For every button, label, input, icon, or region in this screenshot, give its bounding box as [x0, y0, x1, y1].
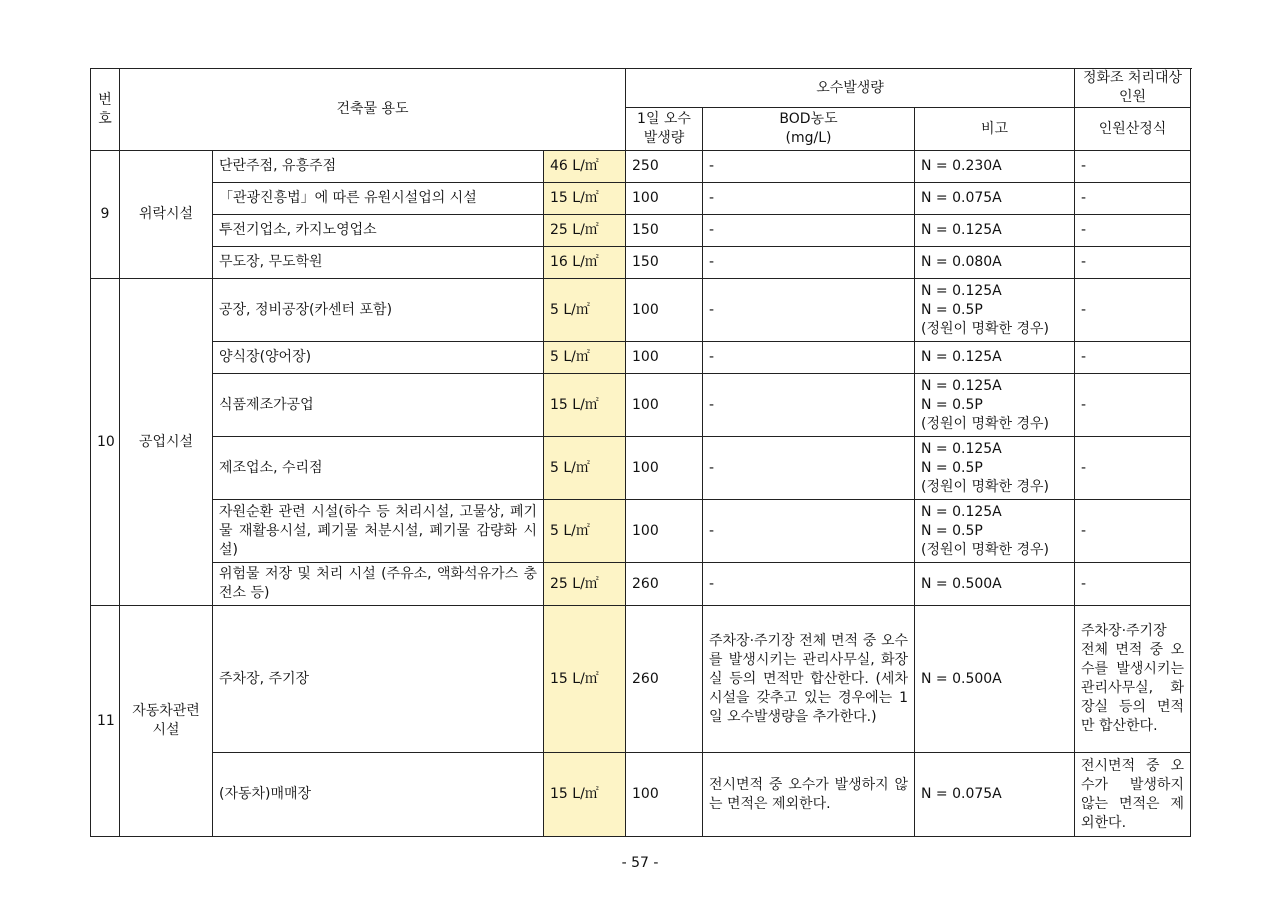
remark-cell: -: [703, 151, 915, 183]
remark-cell: 주차장·주기장 전체 면적 중 오수를 발생시키는 관리사무실, 화장실 등의 면적만 합산한다. (세차시설을 갖추고 있는 경우에는 1일 오수발생량을 추가한다.): [703, 606, 915, 753]
daily-cell: 25 L/㎡: [544, 215, 626, 247]
use-cell: 공장, 정비공장(카센터 포함): [213, 279, 544, 342]
header-remark: 비고: [915, 108, 1075, 151]
use-cell: (자동차)매매장: [213, 753, 544, 837]
formula-cell: N = 0.500A: [915, 606, 1075, 753]
header-no: 번 호: [91, 69, 120, 151]
group-name: 자동차관련 시설: [120, 606, 213, 837]
bod-cell: 100: [626, 500, 703, 563]
use-cell: 양식장(양어장): [213, 342, 544, 374]
daily-cell: 46 L/㎡: [544, 151, 626, 183]
remark2-cell: -: [1075, 215, 1191, 247]
remark-cell: -: [703, 500, 915, 563]
group-number: 11: [91, 606, 120, 837]
use-cell: 주차장, 주기장: [213, 606, 544, 753]
daily-cell: 15 L/㎡: [544, 606, 626, 753]
bod-cell: 100: [626, 753, 703, 837]
table-row: [91, 753, 1191, 837]
table-row: [91, 500, 1191, 563]
remark2-cell: -: [1075, 374, 1191, 437]
daily-cell: 15 L/㎡: [544, 753, 626, 837]
daily-cell: 5 L/㎡: [544, 342, 626, 374]
header-formula: 인원산정식: [1075, 108, 1191, 151]
formula-cell: N = 0.075A: [915, 183, 1075, 215]
bod-cell: 100: [626, 437, 703, 500]
remark2-cell: -: [1075, 247, 1191, 279]
bod-cell: 100: [626, 279, 703, 342]
group-number: 9: [91, 151, 120, 279]
formula-cell: N = 0.125A N = 0.5P (정원이 명확한 경우): [915, 437, 1075, 500]
remark-cell: -: [703, 374, 915, 437]
sewage-table: [90, 68, 1191, 837]
remark2-cell: -: [1075, 437, 1191, 500]
daily-cell: 15 L/㎡: [544, 183, 626, 215]
group-number: 10: [91, 279, 120, 606]
header-bod: BOD농도 (mg/L): [703, 108, 915, 151]
use-cell: 제조업소, 수리점: [213, 437, 544, 500]
bod-cell: 250: [626, 151, 703, 183]
remark2-cell: -: [1075, 183, 1191, 215]
use-cell: 위험물 저장 및 처리 시설 (주유소, 액화석유가스 충전소 등): [213, 563, 544, 606]
use-cell: 무도장, 무도학원: [213, 247, 544, 279]
formula-cell: N = 0.125A: [915, 215, 1075, 247]
bod-cell: 100: [626, 342, 703, 374]
formula-cell: N = 0.125A: [915, 342, 1075, 374]
header-use: 건축물 용도: [120, 69, 626, 151]
daily-cell: 5 L/㎡: [544, 437, 626, 500]
formula-cell: N = 0.075A: [915, 753, 1075, 837]
bod-cell: 150: [626, 215, 703, 247]
formula-cell: N = 0.125A N = 0.5P (정원이 명확한 경우): [915, 500, 1075, 563]
daily-cell: 16 L/㎡: [544, 247, 626, 279]
table-row: [91, 342, 1191, 374]
header-sewage-group: 오수발생량: [626, 69, 1075, 108]
use-cell: 단란주점, 유흥주점: [213, 151, 544, 183]
use-cell: 투전기업소, 카지노영업소: [213, 215, 544, 247]
table-row: [91, 374, 1191, 437]
group-name: 위락시설: [120, 151, 213, 279]
bod-cell: 260: [626, 606, 703, 753]
bod-cell: 100: [626, 183, 703, 215]
bod-cell: 260: [626, 563, 703, 606]
table-row: [91, 437, 1191, 500]
daily-cell: 5 L/㎡: [544, 500, 626, 563]
table-row: [91, 151, 1191, 183]
daily-cell: 5 L/㎡: [544, 279, 626, 342]
formula-cell: N = 0.125A N = 0.5P (정원이 명확한 경우): [915, 374, 1075, 437]
formula-cell: N = 0.080A: [915, 247, 1075, 279]
table-row: [91, 247, 1191, 279]
remark-cell: 전시면적 중 오수가 발생하지 않는 면적은 제외한다.: [703, 753, 915, 837]
remark-cell: -: [703, 342, 915, 374]
remark2-cell: -: [1075, 279, 1191, 342]
table-row: [91, 215, 1191, 247]
header-daily: 1일 오수 발생량: [626, 108, 703, 151]
remark-cell: -: [703, 563, 915, 606]
remark2-cell: -: [1075, 151, 1191, 183]
formula-cell: N = 0.500A: [915, 563, 1075, 606]
remark2-cell: 주차장·주기장 전체 면적 중 오수를 발생시키는 관리사무실, 화장실 등의 면적만 합산한다.: [1075, 606, 1191, 753]
formula-cell: N = 0.125A N = 0.5P (정원이 명확한 경우): [915, 279, 1075, 342]
use-cell: 자원순환 관련 시설(하수 등 처리시설, 고물상, 폐기물 재활용시설, 폐기물 처분시설, 폐기물 감량화 시설): [213, 500, 544, 563]
group-name: 공업시설: [120, 279, 213, 606]
page-number: - 57 -: [621, 855, 659, 871]
bod-cell: 100: [626, 374, 703, 437]
remark-cell: -: [703, 437, 915, 500]
header-treatment-group: 정화조 처리대상인원: [1075, 69, 1191, 108]
table-row: [91, 279, 1191, 342]
table-row: [91, 606, 1191, 753]
remark-cell: -: [703, 215, 915, 247]
table-row: [91, 563, 1191, 606]
remark2-cell: -: [1075, 500, 1191, 563]
use-cell: 「관광진흥법」에 따른 유원시설업의 시설: [213, 183, 544, 215]
remark-cell: -: [703, 279, 915, 342]
remark2-cell: -: [1075, 563, 1191, 606]
daily-cell: 25 L/㎡: [544, 563, 626, 606]
table-row: [91, 183, 1191, 215]
use-cell: 식품제조가공업: [213, 374, 544, 437]
remark-cell: -: [703, 183, 915, 215]
remark-cell: -: [703, 247, 915, 279]
remark2-cell: -: [1075, 342, 1191, 374]
bod-cell: 150: [626, 247, 703, 279]
daily-cell: 15 L/㎡: [544, 374, 626, 437]
remark2-cell: 전시면적 중 오수가 발생하지 않는 면적은 제외한다.: [1075, 753, 1191, 837]
formula-cell: N = 0.230A: [915, 151, 1075, 183]
